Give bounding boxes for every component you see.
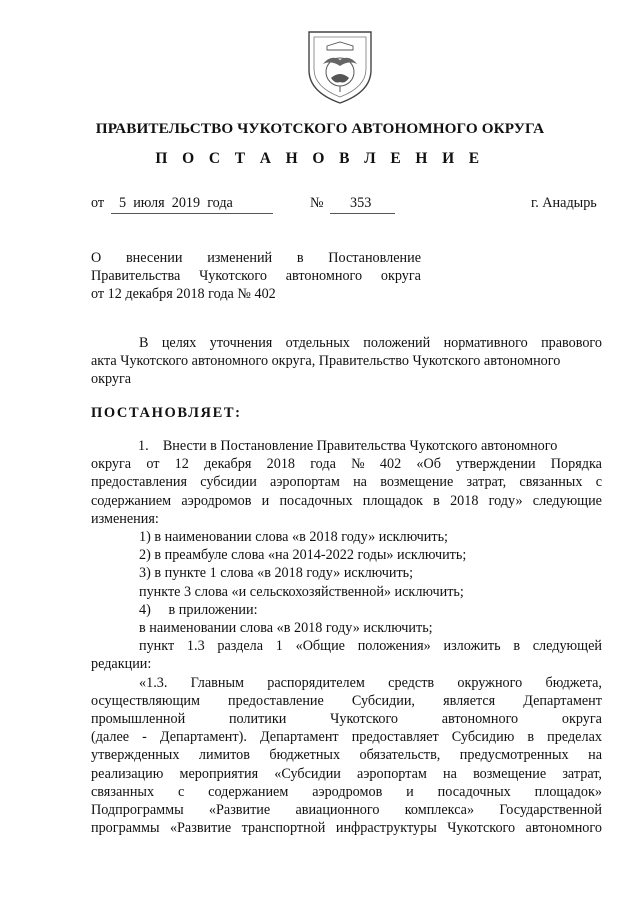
item-1-line: содержанием аэродромов и посадочных площадок в 2018 году» следующие xyxy=(91,492,602,509)
change-item: в наименовании слова «в 2018 году» исключить; xyxy=(139,620,433,637)
document-number: 353 xyxy=(350,195,372,211)
decree-body xyxy=(91,437,602,837)
document-date: 5 июля 2019 года xyxy=(119,195,233,211)
change-item: пункте 3 слова «и сельскохозяйственной» исключить; xyxy=(139,583,464,600)
clause-line: пункт 1.3 раздела 1 «Общие положения» изложить в следующей xyxy=(139,638,602,655)
change-item: 1) в наименовании слова «в 2018 году» исключить; xyxy=(139,529,448,546)
quote-line: связанных с содержанием аэродромов и посадочных площадок» xyxy=(91,783,602,800)
item-1-line: 1. Внести в Постановление Правительства Чукотского автономного xyxy=(138,438,558,454)
document-type: П О С Т А Н О В Л Е Н И Е xyxy=(155,150,485,167)
quote-line: программы «Развитие транспортной инфраструктуры Чукотского автономного xyxy=(91,820,602,837)
document-city: г. Анадырь xyxy=(531,195,597,211)
item-1-line: предоставления субсидии аэропортам на возмещение затрат, связанных с xyxy=(91,474,602,491)
decree-word: ПОСТАНОВЛЯЕТ: xyxy=(91,405,242,421)
quote-line: реализацию мероприятия «Субсидии аэропортам на возмещение затрат, xyxy=(91,765,602,782)
item-1-line: изменения: xyxy=(91,510,159,527)
number-underline xyxy=(330,213,395,214)
quote-line: Подпрограммы «Развитие авиационного комплекса» Государственной xyxy=(91,802,602,819)
quote-line: (далее - Департамент). Департамент предоставляет Субсидию в пределах xyxy=(91,729,602,746)
date-from-label: от xyxy=(91,195,105,211)
clause-line: редакции: xyxy=(91,656,152,673)
date-underline xyxy=(111,213,273,214)
change-item: 4) в приложении: xyxy=(139,601,258,618)
quote-line: осуществляющим предоставление Субсидии, является Департамент xyxy=(91,692,602,709)
government-title: ПРАВИТЕЛЬСТВО ЧУКОТСКОГО АВТОНОМНОГО ОКРУГА xyxy=(95,120,545,137)
preamble-line: В целях уточнения отдельных положений нормативного правового xyxy=(139,335,602,351)
change-item: 3) в пункте 1 слова «в 2018 году» исключить; xyxy=(139,565,414,582)
subject-line: от 12 декабря 2018 года № 402 xyxy=(91,286,276,303)
number-label: № xyxy=(310,195,324,211)
change-item: 2) в преамбуле слова «на 2014-2022 годы» исключить; xyxy=(139,547,467,564)
quote-line: утвержденных лимитов бюджетных обязательств, предусмотренных на xyxy=(91,747,602,764)
subject-line: Правительства Чукотского автономного округа xyxy=(91,268,421,285)
subject-line: О внесении изменений в Постановление xyxy=(91,250,421,266)
document-subject xyxy=(91,249,421,304)
preamble-line: акта Чукотского автономного округа, Правительство Чукотского автономного xyxy=(91,353,561,370)
preamble-line: округа xyxy=(91,371,132,388)
preamble xyxy=(91,334,602,389)
quote-line: промышленной политики Чукотского автономного округа xyxy=(91,711,602,728)
coat-of-arms-icon xyxy=(301,26,379,106)
quote-line: «1.3. Главным распорядителем средств окружного бюджета, xyxy=(139,674,602,691)
item-1-line: округа от 12 декабря 2018 года № 402 «Об утверждении Порядка xyxy=(91,456,602,473)
